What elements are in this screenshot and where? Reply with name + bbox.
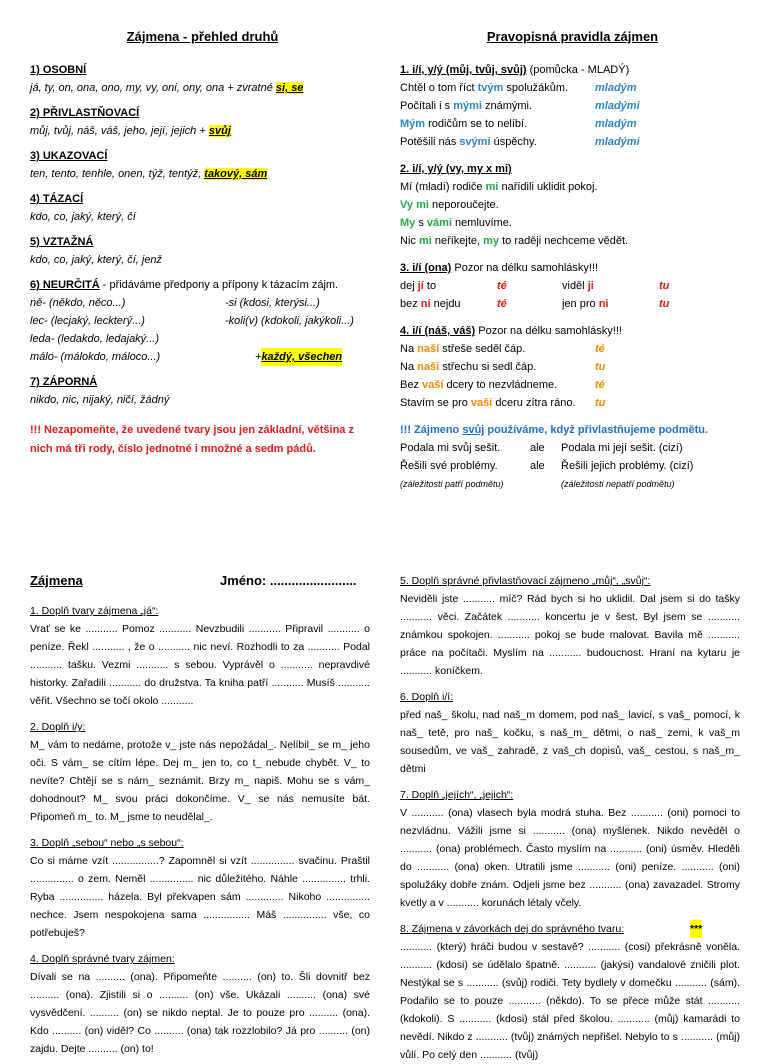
exercise-1-heading: 1. Doplň tvary zájmena „já“: bbox=[30, 605, 159, 617]
exercise-5-text[interactable]: Neviděli jste ........... míč? Rád bych si ho uklidil. Dal jsem si do tašky ........... věci. Začátek ........... koncertu je v šest. Byl jsem se ........... známkou spokojen. ........... pokoj se bude malovat. Bavila mě ........... práce na počítači. Myslím na ........... budoucnost. Hraní na kytaru je ........... koníčkem. bbox=[400, 593, 740, 677]
rules-title: Pravopisná pravidla zájmen bbox=[486, 29, 659, 44]
worksheet-title: Zájmena bbox=[30, 573, 83, 588]
rule2-example: Vy mi neporoučejte. bbox=[400, 199, 499, 211]
section-personal-text: já, ty, on, ona, ono, my, vy, oni, ony, ona + zvratné si, se bbox=[30, 82, 304, 94]
rule4-example: Na naši střechu si sedl čáp. tu bbox=[400, 361, 606, 373]
rule4-heading: 4. i/í (náš, váš) Pozor na délku samohlásky!!! bbox=[400, 325, 622, 337]
rule4-example: Stavím se pro vaši dceru zítra ráno. tu bbox=[400, 397, 606, 409]
section-relative-heading: 5) VZTAŽNÁ bbox=[30, 236, 94, 248]
exercise-6-text[interactable]: před naš_ školu, nad naš_m domem, pod naš_ lavicí, s vaš_ pomocí, k naš_ tetě, pro naš_ kočku, s naš_m_ dětmi, o naš_ zemi, k vaš_m sousedům, ve vaš_ zahradě, z vaš_ch dopisů, vaš_ cestou, s naš_m_ dětmi bbox=[400, 709, 740, 775]
section-negative-heading: 7) ZÁPORNÁ bbox=[30, 376, 98, 388]
exercise-8-heading: 8. Zájmena v závorkách dej do správného tvaru: *** bbox=[400, 920, 740, 938]
section-relative-text: kdo, co, jaký, který, čí, jenž bbox=[30, 254, 163, 266]
section-interrogative-heading: 4) TÁZACÍ bbox=[30, 193, 84, 205]
exercise-4-heading: 4. Doplň správné tvary zájmen: bbox=[30, 953, 175, 965]
exercise-6-heading: 6. Doplň i/í: bbox=[400, 691, 454, 703]
indefinite-row: leda- (ledakdo, ledajaký...) bbox=[30, 333, 160, 345]
difficulty-stars: *** bbox=[690, 920, 702, 938]
section-interrogative-text: kdo, co, jaký, který, čí bbox=[30, 211, 136, 223]
spelling-rules bbox=[400, 28, 745, 493]
rule1-example: Potěšili nás svými úspěchy. mladými bbox=[400, 136, 640, 148]
worksheet-left bbox=[30, 572, 370, 1058]
overview-title: Zájmena - přehled druhů bbox=[126, 29, 279, 44]
indefinite-row: ně- (někdo, něco...) -si (kdosi, kterýsi...) bbox=[30, 297, 320, 309]
rule2-example: Nic mi neříkejte, my to raději nechceme vědět. bbox=[400, 235, 629, 247]
exercise-3-heading: 3. Doplň „sebou“ nebo „s sebou“: bbox=[30, 837, 184, 849]
rule3-example: bez ní nejdu té jen pro ni tu bbox=[400, 298, 670, 310]
section-personal-heading: 1) OSOBNÍ bbox=[30, 64, 87, 76]
section-negative-text: nikdo, nic, nijaký, ničí, žádný bbox=[30, 394, 170, 406]
warning-note: !!! Nezapomeňte, že uvedené tvary jsou jen základní, většina z nich má tři rody, číslo jednotné i množné a sedm pádů. bbox=[30, 424, 354, 455]
exercise-1-text[interactable]: Vrať se ke ........... Pomoz ........... Nevzbudili ........... Připravil ........... o peníze. Řekl ........... , že o ........... nic neví. Rozhodli to za ........... Podal ........... tašku. Vezmi ........... s sebou. Vyprávěl o ........... nepravdivé historky. Zařadili ........... do družstva. Ta kniha patří ........... Musíš ........... věřit. Všechno se točí okolo ........... bbox=[30, 623, 370, 707]
worksheet-right bbox=[400, 572, 740, 1064]
section-indefinite-heading: 6) NEURČITÁ - přidáváme předpony a přípony k tázacím zájm. bbox=[30, 279, 339, 291]
rule4-example: Na naší střeše seděl čáp. té bbox=[400, 343, 605, 355]
exercise-4-text[interactable]: Dívali se na .......... (ona). Připomeňte .......... (on) to. Šli dovnitř bez .......... (ona). Zjistili si o .......... (on) vše. Ukázali .......... (ona) své vysvědčení. .......... (on) se nikdo neptal. Je to pouze pro .......... (ona). Kdo .......... (on) viděl? Co .......... (ona) tak rozzlobilo? Já pro .......... (on) zajdu. Dejte .......... (on) to! bbox=[30, 971, 370, 1055]
rule1-example: Chtěl o tom říct tvým spolužákům. mladým bbox=[400, 82, 637, 94]
indefinite-row: málo- (málokdo, máloco...) + každý, všechen bbox=[30, 348, 375, 366]
section-demonstrative-heading: 3) UKAZOVACÍ bbox=[30, 150, 108, 162]
section-possessive-text: můj, tvůj, náš, váš, jeho, její, jejich + svůj bbox=[30, 125, 231, 137]
rule3-heading: 3. i/í (ona) Pozor na délku samohlásky!!! bbox=[400, 262, 599, 274]
exercise-2-heading: 2. Doplň i/y: bbox=[30, 721, 86, 733]
rule5-example: Řešili své problémy. ale Řešili jejich problémy. (cizí) bbox=[400, 460, 694, 472]
rule2-example: My s vámi nemluvíme. bbox=[400, 217, 512, 229]
name-field[interactable]: Jméno: ........................ bbox=[220, 573, 357, 588]
rule1-example: Mým rodičům se to nelíbí. mladým bbox=[400, 118, 637, 130]
section-possessive-heading: 2) PŘIVLASTŇOVACÍ bbox=[30, 107, 140, 119]
worksheet-header bbox=[30, 572, 370, 590]
rule4-example: Bez vaší dcery to nezvládneme. té bbox=[400, 379, 605, 391]
rule5-notes: (záležitosti patří podmětu) (záležitosti nepatří podmětu) bbox=[400, 479, 675, 489]
exercise-2-text[interactable]: M_ vám to nedáme, protože v_ jste nás nepožádal_. Nelíbil_ se m_ jeho oči. S vám_ se cítím lépe. Dej m_ jen to, co t_ nebude chybět. V_ to nevíte? Chtějí se s nám_ seznámit. Brzy m_ napiš. Mohu se s vám_ dohodnout? M_ svou práci dokončíme. V_ se nás nemusíte bát. Připomeň m_ to. M_ jsme to neudělal_. bbox=[30, 739, 370, 823]
rule2-heading: 2. i/í, y/ý (vy, my x mi) bbox=[400, 163, 512, 175]
section-demonstrative-text: ten, tento, tenhle, onen, týž, tentýž, takový, sám bbox=[30, 168, 268, 180]
exercise-5-heading: 5. Doplň správné přivlastňovací zájmeno „můj“, „svůj“: bbox=[400, 575, 651, 587]
rule1-example: Počítali i s mými známými. mladými bbox=[400, 100, 640, 112]
exercise-7-text[interactable]: V ........... (ona) vlasech byla modrá stuha. Bez ........... (oni) pomoci to nezvládnu. Vážili jsme si ........... (ona) myšlenek. Nikdo nevěděl o ........... (ona) problémech. Často myslím na ........... (oni) úsměv. Hleděli do ........... (ona) oken. Utratili jsme ........... (oni) peníze. ........... (oni) spolužáky dobře znám. Odjeli jsme bez ........... (ona) zavazadel. Stromy kvetly a v ........... korunách létaly včely. bbox=[400, 807, 740, 909]
rule3-example: dej jí to té viděl ji tu bbox=[400, 280, 670, 292]
rule5-example: Podala mi svůj sešit. ale Podala mi její sešit. (cizí) bbox=[400, 442, 683, 454]
pronoun-overview bbox=[30, 28, 375, 459]
exercise-3-text[interactable]: Co si máme vzít ................? Zapomněl si vzít ............... svačinu. Praštil ............... o zem. Neměl ............... nic důležitého. Náhle ............... trhli. Ryba ............... házela. Byl překvapen sám ............. Nikoho ............... nechce. Jsem nespokojena sama ................ Máš ............... vše, co potřebuješ? bbox=[30, 855, 370, 939]
rule5-heading: !!! Zájmeno svůj používáme, když přivlastňujeme podmětu. bbox=[400, 424, 709, 436]
rule1-heading: 1. i/í, y/ý (můj, tvůj, svůj) (pomůcka - MLADÝ) bbox=[400, 64, 630, 76]
exercise-8-text[interactable]: ........... (který) hráči budou v sestavě? ........... (cosi) překrásně voněla. ........... (kdosi) se údělalo špatně. ........... (jakýsi) vandalové zničili plot. Nestýkal se s ........... (svůj) rodiči. Tety bydlely v domečku ........... (sám). Podařilo se to pouze ........... (někdo). To se přece může stát ........... (kdokoli). S ........... (kdosi) stál před školou. ........... (můj) kamarádi to nevědí. Nikdo z ........... (tvůj) známých nepřišel. Nebylo to s ........... (můj) vůlí. Po celý den ........... (tvůj) bbox=[400, 941, 740, 1061]
rule2-example: Mí (mladí) rodiče mi nařídili uklidit pokoj. bbox=[400, 181, 598, 193]
exercise-7-heading: 7. Doplň „jejích“, „jejich“: bbox=[400, 789, 514, 801]
indefinite-row: lec- (lecjaký, leckterý...) -koli(v) (kdokoli, jakýkoli...) bbox=[30, 315, 354, 327]
